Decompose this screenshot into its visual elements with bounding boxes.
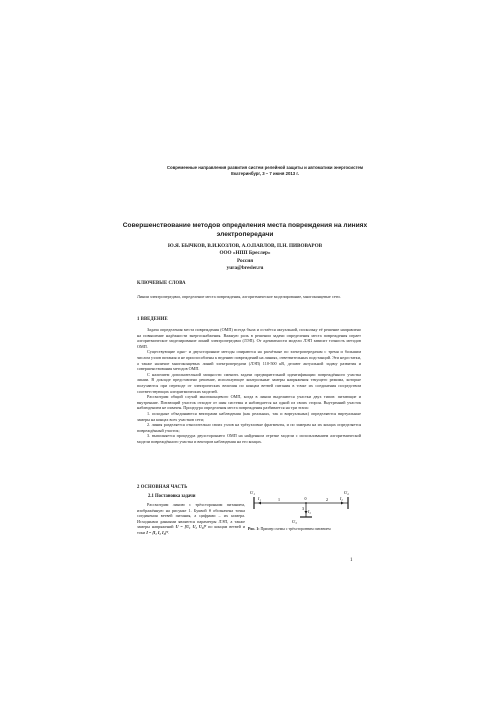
three-terminal-line-diagram [248,487,360,525]
label-branch-1: 1 [278,497,280,502]
current-arrow-1 [258,502,261,505]
label-i2: I₂ [340,496,343,501]
label-i3: I₃ [308,509,311,514]
current-formula: I = [I₁ I₂ I₃]ᵀ [146,529,168,535]
figure-caption [248,527,358,532]
author-email: yura@bresler.ru [226,265,264,272]
label-branch-3: 3 [302,506,304,511]
label-u3: U₃ [292,519,297,524]
page-number: 1 [350,558,353,563]
voltage-formula-tail: по [208,524,213,530]
paper-title: Совершенствование методов определения места повреждения на линиях электропередачи [122,222,368,238]
current-formula-tail: . [167,529,170,535]
junction-node [305,502,307,504]
voltage-formula: U = [U₁ U₂ U₃]ᵀ [175,524,207,530]
main-paragraph [137,502,245,536]
intro-body [137,327,361,444]
author-country: Россия [236,257,254,264]
main-section-heading: 2 ОСНОВНАЯ ЧАСТЬ [137,485,188,490]
current-formula-lead: концам ветвей и токи [137,524,246,535]
main-column-text [137,502,245,536]
label-i1: I₁ [258,496,261,501]
authors-block [130,243,360,273]
subsection-heading: 2.1 Постановка задачи [148,494,196,499]
intro-paragraph: С наличием дополнительной мощности сменить задачи предварительной идентификации повреждённого участка линии. В докладе представлено решение, использующее контрольные замеры напряжения текущего режима, которые получаются при переходе от электрических величин по концам ветвей питания в точке их соединения посредством соответствующих алгоритмических моделей. [137,371,361,394]
figure-caption-lead: Рис. 1: [248,527,260,531]
label-u2: U₂ [344,490,349,495]
conference-header-line1: Современные направления развития систем релейной защиты и автоматики энергосистем [166,165,364,170]
intro-heading: 1 ВВЕДЕНИЕ [137,317,168,322]
keywords-paragraph: Линии электропередачи, определение места повреждения, алгоритмическое моделирование, многоконцевые сети. [137,294,341,299]
figure-caption-text: Пример схемы с трёхсторонним питанием [260,527,331,531]
intro-paragraph: Рассмотрим общий случай многоконцевого ОМП, когда в линии выделяются участки двух типов: питающие и внутренние. Питающий участок отходит от шин системы и наблюдается на одной из своих сторон. Внутренний участок наблюдением не охвачен. Процедура определения места повреждения разбивается на три этапа: [137,394,361,411]
keywords-text [137,294,361,300]
current-arrow-2 [341,502,344,505]
intro-paragraph: Существующие одно- и двухсторонние методы опираются на расчётные по электропередачам с тремя и большим числом узлов питания и не приспособлены к ведению повреждений на линиях, ответвительных подстанций. Эти недостатки, а также наличие многоконцевых линий электропередачи (ЛЭП) 110-500 кВ, делают актуальной задачу развития и совершенствования методов ОМП. [137,349,361,372]
intro-list-item: 2. линия разделяется относительно своих узлов на трёхузловые фрагменты, и по замерам на их концах определяется повреждённый участок; [137,422,361,433]
conference-header-line2: Екатеринбург, 3 – 7 июня 2013 г. [231,171,299,176]
author-names: Ю.Я. БЫЧКОВ, В.И.КОЗЛОВ, А.О.ПАВЛОВ, П.Н. ПИВОВАРОВ [167,243,323,249]
intro-list-item: 1. исходные объединяются векторами наблюдения (как реальных, так и виртуальных) определяются виртуальные замеры на концах всех участков сети; [137,410,361,422]
label-junction: 0 [304,496,307,501]
main-paragraph-text: Рассмотрим линию с трёхсторонним питанием, изображённую на рисунке 1. Буквой θ обозначена точка соединения ветвей питания, а цифрами – их номера. Исходными данными являются параметры ЛЭП, а также замеры напряжений [137,502,245,530]
keywords-heading: КЛЮЧЕВЫЕ СЛОВА [137,281,186,286]
intro-paragraph: Задача определения места повреждения (ОМП) всегда была и остаётся актуальной, поскольку её решение направлено на повышение надёжности энергоснабжения. Важную роль в решении задачи определения места повреждения играет алгоритмическое моделирование линий электропередачи (ЛЭП). От адекватности модели ЛЭП зависит точность методов ОМП. [137,327,361,349]
author-organization: ООО «НПП Бреслер» [219,250,271,257]
intro-list-item: 3. выполняется процедура двухстороннего ОМП на найденном отрезке модели с использованием алгоритмической модели повреждённого участка и векторов наблюдения на его концах. [137,433,361,444]
label-branch-2: 2 [326,497,328,502]
label-u1: U₁ [250,490,255,495]
